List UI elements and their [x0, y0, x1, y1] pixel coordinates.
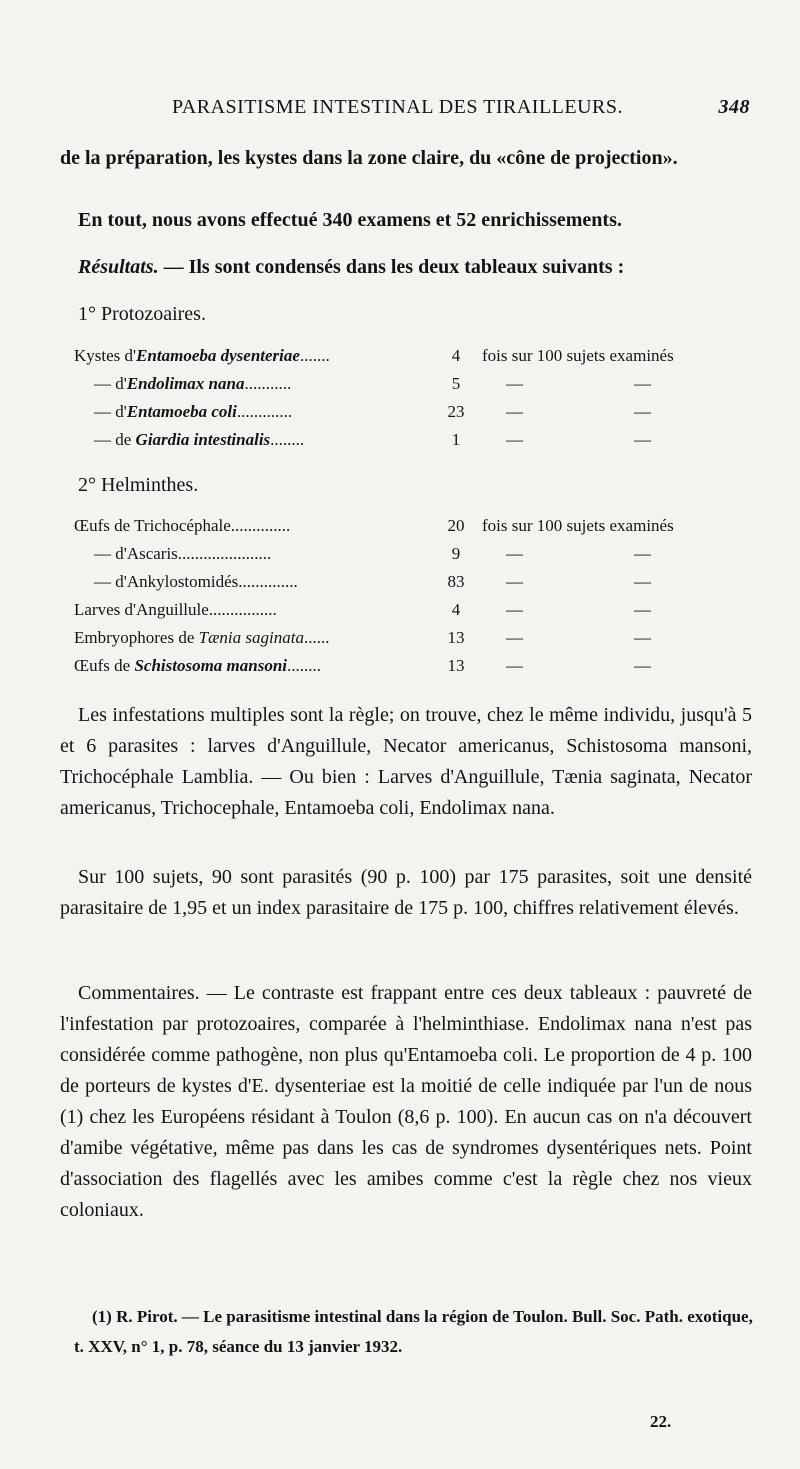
row-value: 83: [447, 572, 465, 591]
row-dots: ...........: [244, 374, 292, 393]
table-row: [74, 652, 754, 680]
table-row: [74, 512, 754, 540]
table-row: [74, 342, 754, 370]
row-name: Schistosoma mansoni: [134, 656, 288, 675]
row-prefix: — d'Ankylostomidés: [94, 572, 239, 591]
row-value: 13: [447, 656, 465, 675]
row-prefix: — de: [94, 430, 136, 449]
row-value: 5: [451, 374, 461, 393]
row-dots: ......: [303, 628, 330, 647]
row-rest: —: [506, 430, 523, 449]
row-rest-2: —: [634, 544, 651, 563]
row-rest: —: [506, 628, 523, 647]
resultats-text: — Ils sont condensés dans les deux tableaux suivants :: [158, 256, 625, 278]
row-dots: ........: [287, 656, 322, 675]
row-dots: ..............: [238, 572, 298, 591]
row-prefix: Œufs de Trichocéphale: [74, 516, 231, 535]
row-rest-2: —: [634, 600, 651, 619]
row-prefix: — d': [94, 374, 127, 393]
page-number: 348: [718, 96, 750, 118]
row-value: 20: [447, 516, 465, 535]
row-rest: fois sur 100 sujets examinés: [482, 346, 674, 365]
row-prefix: — d': [94, 402, 127, 421]
row-prefix: — d'Ascaris: [94, 544, 178, 563]
row-value: 1: [451, 430, 461, 449]
footnote: (1) R. Pirot. — Le parasitisme intestinal dans la région de Toulon. Bull. Soc. Path. exotique, t. XXV, n° 1, p. 78, séance du 13 janvier 1932.: [74, 1307, 753, 1356]
row-rest: —: [506, 656, 523, 675]
row-prefix: Larves d'Anguillule: [74, 600, 209, 619]
row-value: 9: [451, 544, 461, 563]
row-rest-2: —: [634, 430, 651, 449]
section-2-heading: 2° Helminthes.: [78, 474, 199, 496]
row-value: 4: [451, 600, 461, 619]
header-title: PARASITISME INTESTINAL DES TIRAILLEURS.: [172, 96, 623, 118]
table-row: [74, 398, 754, 426]
protozoa-table: [74, 342, 754, 454]
row-rest: —: [506, 402, 523, 421]
table-row: [74, 370, 754, 398]
row-name: Entamoeba dysenteriae: [136, 346, 300, 365]
row-rest-2: —: [634, 374, 651, 393]
row-name: Giardia intestinalis: [135, 430, 271, 449]
table-row: [74, 624, 754, 652]
row-dots: .............: [236, 402, 293, 421]
row-rest: —: [506, 544, 523, 563]
signature-mark: 22.: [650, 1412, 672, 1431]
resultats-paragraph: [60, 252, 752, 283]
row-rest-2: —: [634, 402, 651, 421]
row-rest: —: [506, 374, 523, 393]
row-rest-2: —: [634, 656, 651, 675]
row-name: Endolimax nana: [126, 374, 245, 393]
row-dots: ................: [208, 600, 277, 619]
row-name: Tænia saginata: [198, 628, 304, 647]
section-1-heading: 1° Protozoaires.: [78, 303, 206, 325]
row-prefix: Œufs de: [74, 656, 135, 675]
helminth-table: [74, 512, 754, 680]
row-rest-2: —: [634, 572, 651, 591]
row-dots: ..............: [230, 516, 291, 535]
row-value: 13: [447, 628, 465, 647]
table-row: [74, 596, 754, 624]
paragraph-infestations: Les infestations multiples sont la règle; on trouve, chez le même individu, jusqu'à 5 et 6 parasites : larves d'Anguillule, Necator americanus, Schistosoma mansoni, Trichocéphale Lamblia. — Ou bien : Larves d'Anguillule, Tænia saginata, Necator americanus, Trichocephale, Entamoeba coli, Endolimax nana.: [60, 704, 752, 819]
paragraph-commentaires: Commentaires. — Le contraste est frappant entre ces deux tableaux : pauvreté de l'infestation par protozoaires, comparée à l'helminthiase. Endolimax nana n'est pas considérée comme pathogène, non plus qu'Entamoeba coli. Le proportion de 4 p. 100 de porteurs de kystes d'E. dysenteriae est la moitié de celle indiquée par l'un de nous (1) chez les Européens résidant à Toulon (8,6 p. 100). En aucun cas on n'a découvert d'amibe végétative, même pas dans les cas de syndromes dysentériques nets. Point d'association des flagellés avec les amibes comme c'est la règle chez nos vieux coloniaux.: [60, 982, 752, 1221]
row-rest: —: [506, 572, 523, 591]
intro-line-1: de la préparation, les kystes dans la zone claire, du «cône de projection».: [60, 147, 678, 169]
row-rest: fois sur 100 sujets examinés: [482, 516, 674, 535]
row-dots: .......: [299, 346, 330, 365]
paragraph-density: Sur 100 sujets, 90 sont parasités (90 p. 100) par 175 parasites, soit une densité parasitaire de 1,95 et un index parasitaire de 175 p. 100, chiffres relativement élevés.: [60, 866, 752, 919]
row-prefix: Embryophores de: [74, 628, 199, 647]
row-prefix: Kystes d': [74, 346, 137, 365]
table-row: [74, 568, 754, 596]
row-name: Entamoeba coli: [126, 402, 237, 421]
table-row: [74, 540, 754, 568]
row-value: 23: [447, 402, 465, 421]
intro-line-2: En tout, nous avons effectué 340 examens et 52 enrichissements.: [78, 209, 622, 231]
row-dots: ........: [270, 430, 305, 449]
table-row: [74, 426, 754, 454]
row-dots: ......................: [177, 544, 272, 563]
row-rest-2: —: [634, 628, 651, 647]
resultats-label: Résultats.: [78, 256, 159, 278]
row-rest: —: [506, 600, 523, 619]
running-header: [172, 96, 750, 119]
row-value: 4: [451, 346, 461, 365]
